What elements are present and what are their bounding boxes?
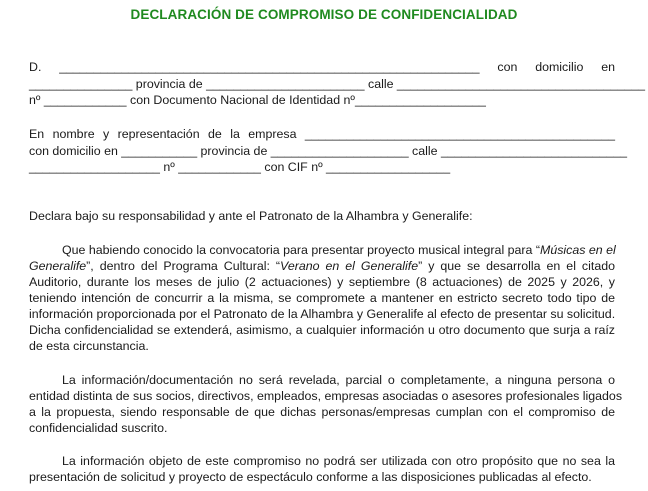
paragraph-2-line: La información/documentación no será revelada, parcial o completamente, a ninguna persona o xyxy=(62,373,615,387)
paragraph-1-line: información proporcionada por el Patronato de la Alhambra y Generalife al efecto de presentar su solicitud. xyxy=(29,307,616,321)
document-title: DECLARACIÓN DE COMPROMISO DE CONFIDENCIALIDAD xyxy=(130,7,518,22)
paragraph-2-line: entidad distinta de sus socios, directivos, empleados, empresas asociadas o asesores profesionales ligados xyxy=(29,389,623,403)
form-line-name: D. _____________________________________________________________ con domicilio en xyxy=(29,60,615,74)
paragraph-2-line: a la propuesta, siendo responsable de que dichas personas/empresas cumplan con el compromiso de xyxy=(29,405,615,419)
paragraph-1-line xyxy=(29,258,615,274)
paragraph-1-italic: Músicas en el xyxy=(540,243,616,257)
paragraph-1-italic: Verano en el Generalife xyxy=(280,259,419,273)
form-line-company-address: con domicilio en ___________ provincia de ____________________ calle ___________________________ xyxy=(29,144,628,158)
paragraph-1-line: teniendo intención de concurrir a la misma, se compromete a mantener en estricto secreto todo tipo de xyxy=(29,291,615,305)
paragraph-1-line xyxy=(29,242,615,258)
paragraph-3-line: La información objeto de este compromiso no podrá ser utilizada con otro propósito que no sea la xyxy=(62,454,615,468)
form-line-address: _______________ provincia de _______________________ calle ____________________________________ xyxy=(29,77,646,91)
paragraph-1-italic: Generalife xyxy=(29,259,87,273)
paragraph-1-line: Dicha confidencialidad se extenderá, asimismo, a cualquier información u otro documento que surja a raíz xyxy=(29,323,615,337)
paragraph-1-text: ”, dentro del Programa Cultural: “ xyxy=(86,259,281,273)
paragraph-1-line: de esta circunstancia. xyxy=(29,339,149,353)
paragraph-3-line: presentación de solicitud y proyecto de espectáculo conforme a las disposiciones publicadas al efecto. xyxy=(29,470,592,484)
paragraph-1-text: ” y que se desarrolla en el citado xyxy=(418,259,615,273)
paragraph-1-text: Que habiendo conocido la convocatoria para presentar proyecto musical integral para “ xyxy=(62,243,541,257)
form-line-cif: ___________________ nº ____________ con CIF nº __________________ xyxy=(29,160,451,174)
form-line-company: En nombre y representación de la empresa _____________________________________________ xyxy=(29,127,615,141)
declaration-intro: Declara bajo su responsabilidad y ante el Patronato de la Alhambra y Generalife: xyxy=(29,209,473,223)
paragraph-1-line: Auditorio, durante los meses de julio (2 actuaciones) y septiembre (8 actuaciones) de 2025 y 2026, y xyxy=(29,275,615,289)
paragraph-2-line: confidencialidad suscrito. xyxy=(29,421,168,435)
form-line-dni: nº ____________ con Documento Nacional de Identidad nº___________________ xyxy=(29,93,486,107)
